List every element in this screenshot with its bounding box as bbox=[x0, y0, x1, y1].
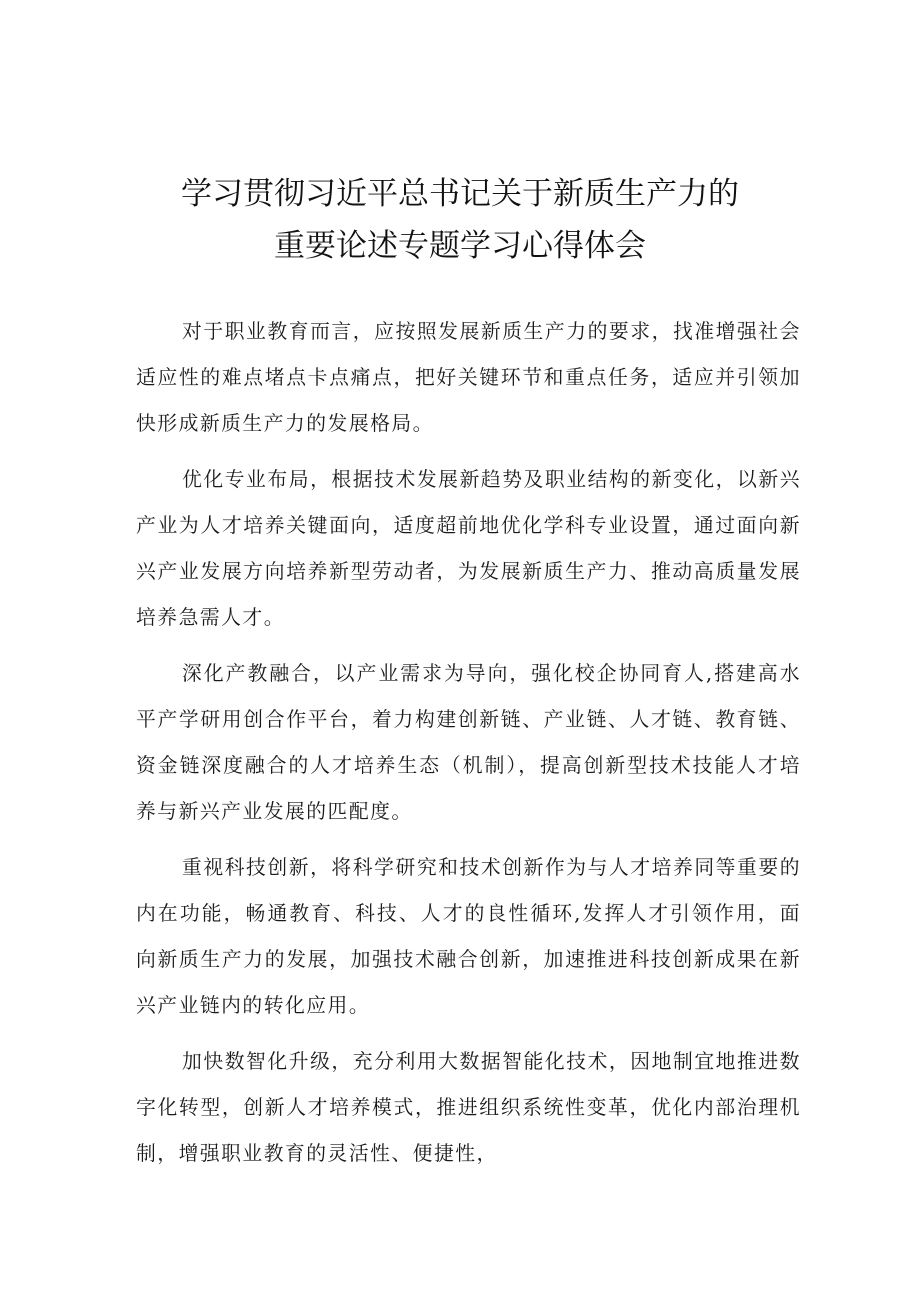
paragraph-4: 重视科技创新，将科学研究和技术创新作为与人才培养同等重要的内在功能，畅通教育、科技、人才的良性循环,发挥人才引领作用，面向新质生产力的发展，加强技术融合创新，加速推进科技创新成果在新兴产业链内的转化应用。 bbox=[136, 856, 801, 1017]
title-line-1: 学习贯彻习近平总书记关于新质生产力的 bbox=[181, 176, 739, 212]
title-line-2: 重要论述专题学习心得体会 bbox=[274, 228, 646, 264]
document-body bbox=[136, 309, 801, 1187]
paragraph-3: 深化产教融合，以产业需求为导向，强化校企协同育人,搭建高水平产学研用创合作平台，着力构建创新链、产业链、人才链、教育链、资金链深度融合的人才培养生态（机制），提高创新型技术技能人才培养与新兴产业发展的匹配度。 bbox=[136, 662, 801, 823]
paragraph-5: 加快数智化升级，充分利用大数据智能化技术，因地制宜地推进数字化转型，创新人才培养模式，推进组织系统性变革，优化内部治理机制，增强职业教育的灵活性、便捷性， bbox=[136, 1050, 801, 1165]
document-title bbox=[0, 168, 920, 272]
paragraph-2: 优化专业布局，根据技术发展新趋势及职业结构的新变化，以新兴产业为人才培养关键面向，适度超前地优化学科专业设置，通过面向新兴产业发展方向培养新型劳动者，为发展新质生产力、推动高质量发展培养急需人才。 bbox=[136, 468, 801, 629]
paragraph-1: 对于职业教育而言，应按照发展新质生产力的要求，找准增强社会适应性的难点堵点卡点痛点，把好关键环节和重点任务，适应并引领加快形成新质生产力的发展格局。 bbox=[136, 320, 801, 435]
